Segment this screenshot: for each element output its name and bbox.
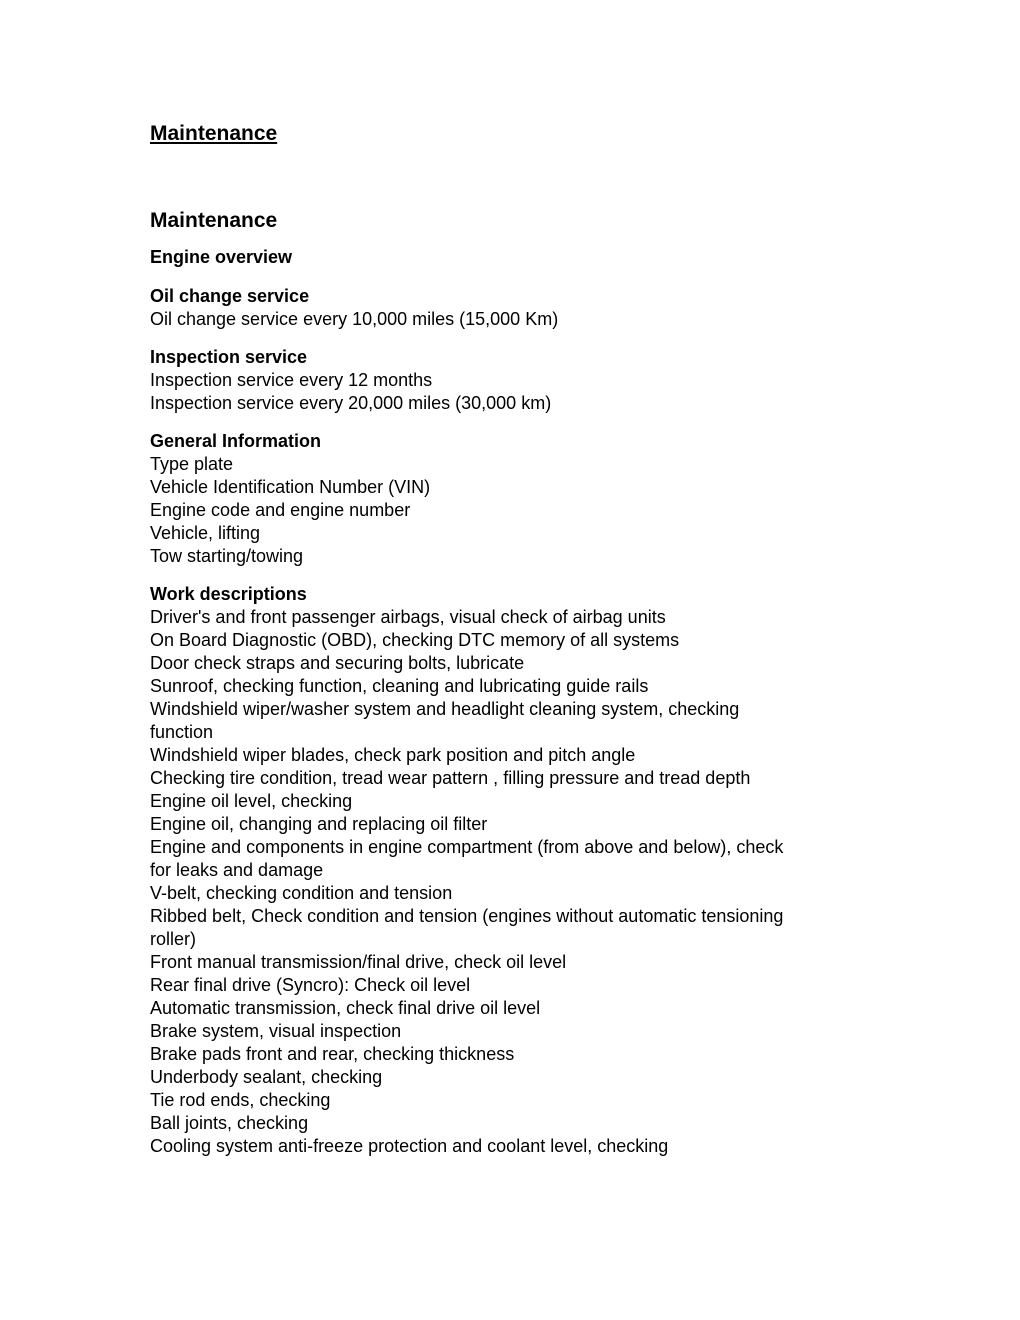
section-line: function — [150, 722, 214, 742]
section-line: Brake pads front and rear, checking thickness — [150, 1044, 515, 1064]
section-line: Rear final drive (Syncro): Check oil level — [150, 975, 471, 995]
section-line: Tow starting/towing — [150, 546, 304, 566]
section-inspection — [150, 346, 870, 415]
subheading-engine-overview: Engine overview — [150, 247, 293, 267]
section-title: Oil change service — [150, 286, 310, 306]
section-line: Oil change service every 10,000 miles (15,000 Km) — [150, 309, 559, 329]
section-line: Engine oil level, checking — [150, 791, 353, 811]
section-line: Ribbed belt, Check condition and tension (engines without automatic tensioning — [150, 906, 784, 926]
section-line: Vehicle, lifting — [150, 523, 261, 543]
section-line: On Board Diagnostic (OBD), checking DTC memory of all systems — [150, 630, 680, 650]
document-page — [150, 119, 870, 1158]
section-line: Ball joints, checking — [150, 1113, 309, 1133]
section-line: Brake system, visual inspection — [150, 1021, 402, 1041]
section-line: Windshield wiper blades, check park position and pitch angle — [150, 745, 636, 765]
section-line: roller) — [150, 929, 197, 949]
section-line: Windshield wiper/washer system and headlight cleaning system, checking — [150, 699, 740, 719]
section-title: General Information — [150, 431, 322, 451]
section-line: Driver's and front passenger airbags, visual check of airbag units — [150, 607, 666, 627]
document-title: Maintenance — [150, 122, 278, 145]
section-line: Door check straps and securing bolts, lubricate — [150, 653, 525, 673]
section-line: Cooling system anti-freeze protection and coolant level, checking — [150, 1136, 669, 1156]
section-line: Engine code and engine number — [150, 500, 411, 520]
section-title: Work descriptions — [150, 584, 307, 604]
section-title: Inspection service — [150, 347, 308, 367]
section-oil-change — [150, 285, 870, 331]
section-line: Inspection service every 20,000 miles (30,000 km) — [150, 393, 552, 413]
section-line: Checking tire condition, tread wear pattern , filling pressure and tread depth — [150, 768, 751, 788]
section-line: V-belt, checking condition and tension — [150, 883, 453, 903]
section-line: Tie rod ends, checking — [150, 1090, 331, 1110]
section-line: Sunroof, checking function, cleaning and lubricating guide rails — [150, 676, 649, 696]
section-line: Automatic transmission, check final drive oil level — [150, 998, 541, 1018]
section-line: Front manual transmission/final drive, check oil level — [150, 952, 567, 972]
section-work-descriptions — [150, 583, 870, 1158]
section-line: Engine and components in engine compartment (from above and below), check — [150, 837, 784, 857]
section-line: Engine oil, changing and replacing oil filter — [150, 814, 488, 834]
section-line: Vehicle Identification Number (VIN) — [150, 477, 431, 497]
section-line: Underbody sealant, checking — [150, 1067, 383, 1087]
section-general-information — [150, 430, 870, 568]
section-line: Type plate — [150, 454, 234, 474]
section-line: for leaks and damage — [150, 860, 324, 880]
section-heading: Maintenance — [150, 209, 278, 232]
section-line: Inspection service every 12 months — [150, 370, 433, 390]
